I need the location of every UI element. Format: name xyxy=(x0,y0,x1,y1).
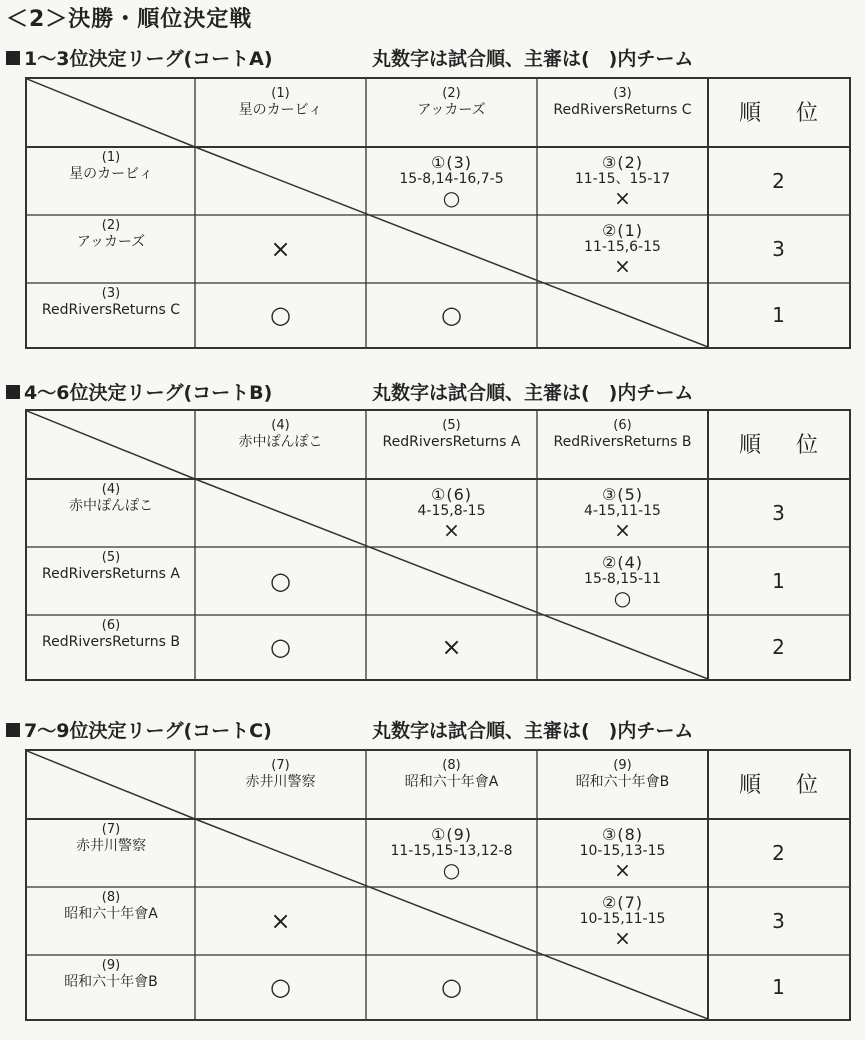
rank-cell xyxy=(708,547,849,615)
match-order: ③(8) xyxy=(601,825,643,844)
league-title xyxy=(6,716,272,743)
team-name: 赤中ぽんぽこ xyxy=(69,498,153,514)
match-result-cell xyxy=(366,283,537,347)
match-result-cell xyxy=(195,955,366,1019)
rank-cell xyxy=(708,215,849,283)
team-name: 星のカービィ xyxy=(238,102,323,118)
match-result-cell xyxy=(366,819,537,887)
league-table xyxy=(25,77,851,349)
match-result-cell xyxy=(537,215,708,283)
rank-value: 1 xyxy=(772,568,785,593)
loss-mark: × xyxy=(270,907,291,935)
team-number: (7) xyxy=(101,822,121,837)
league-title-text: 7〜9位決定リーグ(コートC) xyxy=(24,720,272,742)
team-name: 星のカービィ xyxy=(69,166,153,182)
match-result-cell xyxy=(195,215,366,283)
row-header-team xyxy=(27,547,195,615)
team-name: RedRiversReturns A xyxy=(42,566,180,582)
loss-mark: × xyxy=(443,518,460,542)
match-result-cell xyxy=(366,147,537,215)
win-mark: ○ xyxy=(442,186,461,210)
team-number: (4) xyxy=(271,418,290,433)
team-name: RedRiversReturns B xyxy=(553,434,692,450)
column-header-team xyxy=(195,751,366,819)
team-number: (9) xyxy=(613,758,632,773)
loss-mark: × xyxy=(614,186,631,210)
match-score: 11-15、15-17 xyxy=(574,171,671,187)
rank-header-text: 順 位 xyxy=(739,100,832,126)
match-score: 10-15,11-15 xyxy=(579,911,666,927)
match-score: 4-15,11-15 xyxy=(584,503,661,519)
match-result-cell xyxy=(366,615,537,679)
column-header-team xyxy=(366,751,537,819)
rank-value: 2 xyxy=(772,634,785,659)
team-number: (6) xyxy=(101,618,121,633)
team-number: (5) xyxy=(442,418,461,433)
match-order: ①(6) xyxy=(430,485,472,504)
match-order: ①(9) xyxy=(430,825,472,844)
win-mark: ○ xyxy=(442,858,461,882)
match-result-cell xyxy=(537,147,708,215)
match-result-cell xyxy=(537,819,708,887)
row-header-team xyxy=(27,147,195,215)
corner-diagonal xyxy=(27,79,195,147)
page-heading: ＜2＞決勝・順位決定戦 xyxy=(6,7,253,32)
match-order: ②(1) xyxy=(601,221,643,240)
row-header-team xyxy=(27,887,195,955)
match-order: ②(7) xyxy=(601,893,643,912)
team-name: 昭和六十年會A xyxy=(404,774,499,790)
match-result-cell xyxy=(195,283,366,347)
win-mark: ○ xyxy=(270,301,291,329)
square-bullet-icon xyxy=(6,385,20,399)
rank-cell xyxy=(708,283,849,347)
match-score: 10-15,13-15 xyxy=(579,843,666,859)
league-table xyxy=(25,749,851,1021)
match-result-cell xyxy=(195,547,366,615)
league-title xyxy=(6,378,272,405)
team-name: RedRiversReturns B xyxy=(42,634,180,650)
column-header-team xyxy=(195,411,366,479)
team-number: (5) xyxy=(101,550,121,565)
column-header-team xyxy=(537,411,708,479)
team-number: (1) xyxy=(271,86,290,101)
loss-mark: × xyxy=(614,926,631,950)
corner-diagonal xyxy=(27,751,195,819)
rank-value: 1 xyxy=(772,302,785,327)
win-mark: ○ xyxy=(270,567,291,595)
match-result-cell xyxy=(366,479,537,547)
column-header-team xyxy=(366,79,537,147)
column-header-team xyxy=(537,751,708,819)
square-bullet-icon xyxy=(6,51,20,65)
team-name: RedRiversReturns A xyxy=(382,434,521,450)
row-header-team xyxy=(27,615,195,679)
league-note: 丸数字は試合順、主審は( )内チーム xyxy=(372,720,694,742)
match-score: 4-15,8-15 xyxy=(417,503,486,519)
column-header-team xyxy=(195,79,366,147)
win-mark: ○ xyxy=(441,301,462,329)
team-name: 昭和六十年會B xyxy=(575,774,670,790)
match-score: 15-8,15-11 xyxy=(584,571,661,587)
rank-value: 2 xyxy=(772,168,785,193)
league-note: 丸数字は試合順、主審は( )内チーム xyxy=(372,382,694,404)
rank-cell xyxy=(708,955,849,1019)
row-header-team xyxy=(27,283,195,347)
team-name: 昭和六十年會B xyxy=(64,974,158,990)
team-number: (1) xyxy=(101,150,121,165)
rank-column-header xyxy=(708,79,849,147)
rank-value: 3 xyxy=(772,908,785,933)
rank-column-header xyxy=(708,751,849,819)
loss-mark: × xyxy=(614,254,631,278)
rank-header-text: 順 位 xyxy=(739,432,832,458)
team-name: 赤井川警察 xyxy=(76,838,146,854)
loss-mark: × xyxy=(270,235,291,263)
team-number: (8) xyxy=(101,890,121,905)
team-name: アッカーズ xyxy=(417,102,486,118)
match-score: 11-15,6-15 xyxy=(584,239,661,255)
corner-diagonal xyxy=(27,411,195,479)
league-table xyxy=(25,409,851,681)
row-header-team xyxy=(27,215,195,283)
rank-cell xyxy=(708,479,849,547)
team-number: (7) xyxy=(271,758,290,773)
team-name: 昭和六十年會A xyxy=(64,906,158,922)
rank-value: 1 xyxy=(772,974,785,999)
rank-header-text: 順 位 xyxy=(739,772,832,798)
loss-mark: × xyxy=(614,518,631,542)
loss-mark: × xyxy=(441,633,462,661)
match-score: 15-8,14-16,7-5 xyxy=(399,171,504,187)
match-score: 11-15,15-13,12-8 xyxy=(390,843,513,859)
team-name: 赤中ぽんぽこ xyxy=(238,434,323,450)
match-result-cell xyxy=(537,887,708,955)
team-number: (9) xyxy=(101,958,121,973)
team-number: (3) xyxy=(613,86,632,101)
rank-column-header xyxy=(708,411,849,479)
rank-value: 3 xyxy=(772,236,785,261)
league-title-text: 1〜3位決定リーグ(コートA) xyxy=(24,48,273,70)
team-number: (4) xyxy=(101,482,121,497)
league-title xyxy=(6,44,273,71)
team-name: RedRiversReturns C xyxy=(553,102,692,118)
win-mark: ○ xyxy=(270,633,291,661)
column-header-team xyxy=(366,411,537,479)
match-result-cell xyxy=(537,479,708,547)
team-name: 赤井川警察 xyxy=(245,774,316,790)
rank-value: 2 xyxy=(772,840,785,865)
team-number: (3) xyxy=(101,286,121,301)
match-order: ③(2) xyxy=(601,153,643,172)
rank-cell xyxy=(708,147,849,215)
win-mark: ○ xyxy=(270,973,291,1001)
match-result-cell xyxy=(195,887,366,955)
match-order: ③(5) xyxy=(601,485,643,504)
square-bullet-icon xyxy=(6,723,20,737)
rank-cell xyxy=(708,887,849,955)
column-header-team xyxy=(537,79,708,147)
row-header-team xyxy=(27,819,195,887)
team-number: (2) xyxy=(442,86,461,101)
rank-cell xyxy=(708,615,849,679)
rank-cell xyxy=(708,819,849,887)
rank-value: 3 xyxy=(772,500,785,525)
team-number: (8) xyxy=(442,758,461,773)
win-mark: ○ xyxy=(613,586,632,610)
match-result-cell xyxy=(195,615,366,679)
match-order: ①(3) xyxy=(430,153,472,172)
match-result-cell xyxy=(537,547,708,615)
row-header-team xyxy=(27,479,195,547)
row-header-team xyxy=(27,955,195,1019)
league-title-text: 4〜6位決定リーグ(コートB) xyxy=(24,382,273,404)
team-number: (2) xyxy=(101,218,121,233)
team-name: RedRiversReturns C xyxy=(41,302,181,318)
match-result-cell xyxy=(366,955,537,1019)
team-name: アッカーズ xyxy=(76,234,146,250)
league-note: 丸数字は試合順、主審は( )内チーム xyxy=(372,48,694,70)
win-mark: ○ xyxy=(441,973,462,1001)
team-number: (6) xyxy=(613,418,632,433)
loss-mark: × xyxy=(614,858,631,882)
match-order: ②(4) xyxy=(601,553,643,572)
